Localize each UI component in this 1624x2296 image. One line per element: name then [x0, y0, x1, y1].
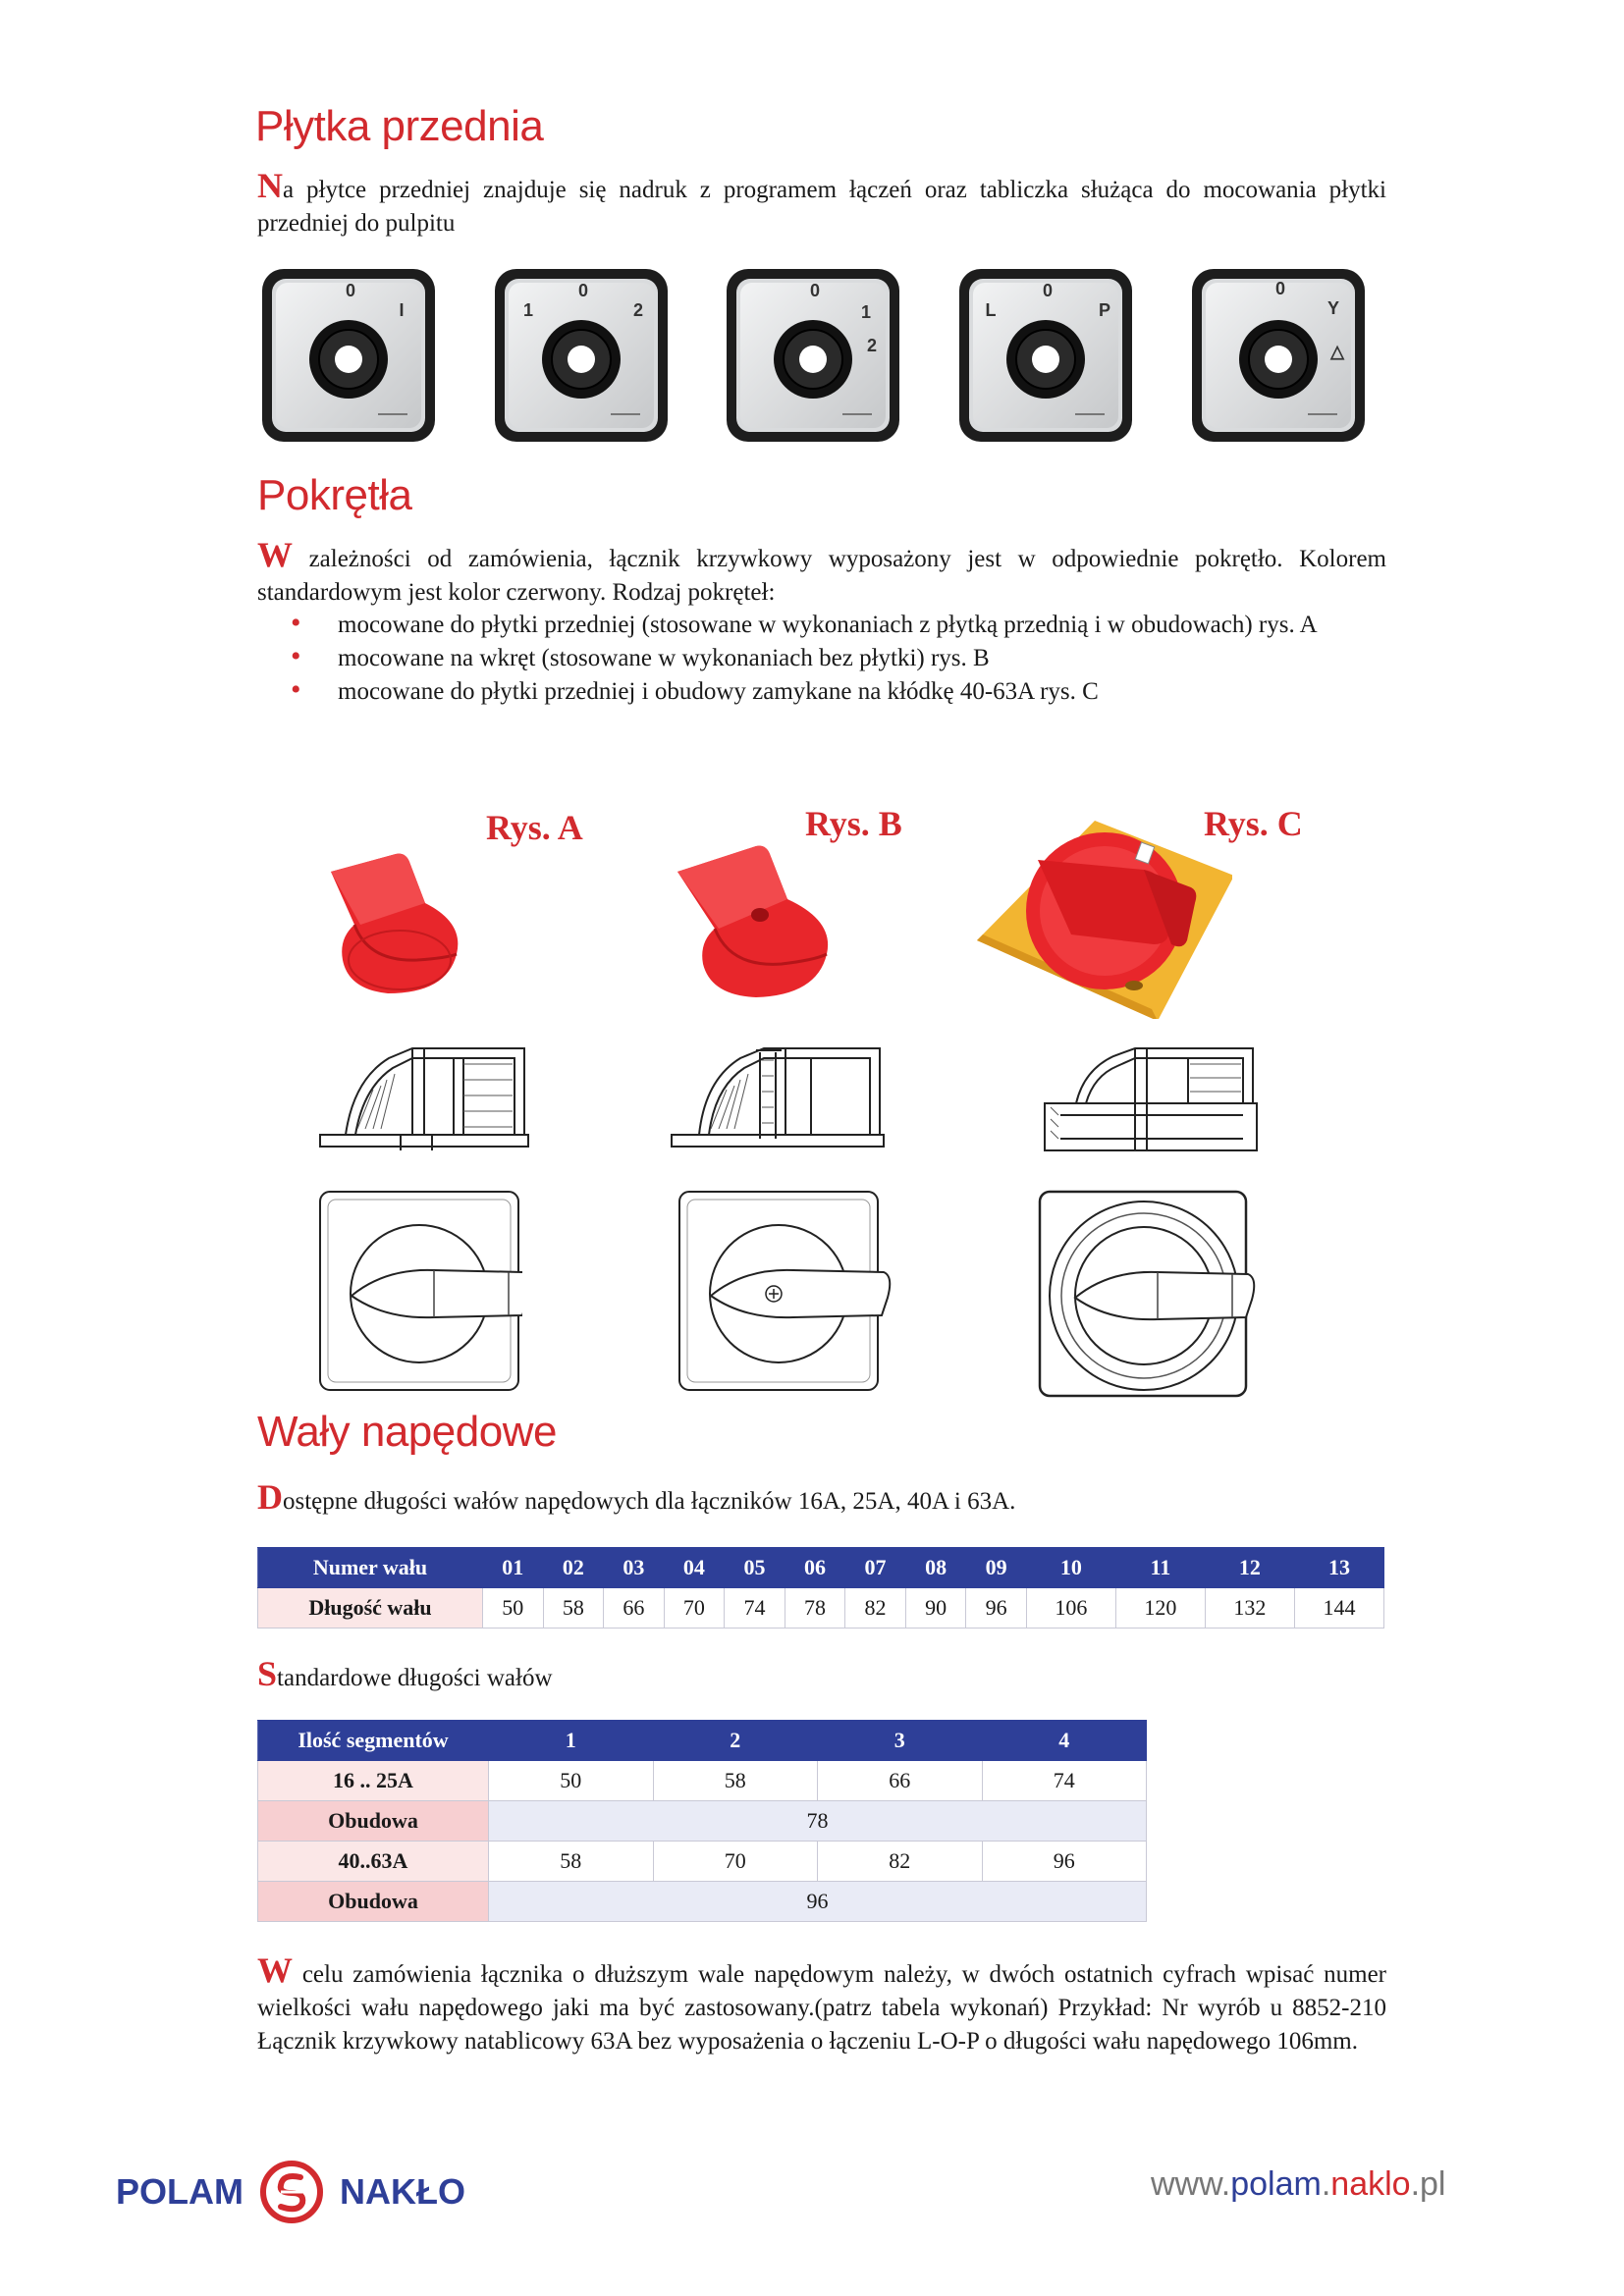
- table-header-cell: 01: [483, 1548, 544, 1588]
- table-header-cell: Ilość segmentów: [258, 1721, 489, 1761]
- table-header-cell: 08: [905, 1548, 966, 1588]
- front-plate-paragraph: [257, 166, 1386, 240]
- table-header-cell: 07: [845, 1548, 906, 1588]
- brand-left: POLAM: [116, 2171, 244, 2212]
- shaft-length-table: [257, 1547, 1384, 1629]
- table-cell: 58: [543, 1588, 604, 1629]
- table-cell: 74: [725, 1588, 785, 1629]
- table-cell: 78: [785, 1588, 845, 1629]
- table-header-cell: Numer wału: [258, 1548, 483, 1588]
- table-row-label: Obudowa: [258, 1801, 489, 1842]
- list-item: • mocowane do płytki przedniej (stosowane w wykonaniach z płytką przednią i w obudowach) rys. A: [291, 607, 1318, 639]
- front-plate: [957, 267, 1134, 444]
- table-cell: 58: [489, 1842, 654, 1882]
- knob-c-photo: [977, 813, 1232, 1019]
- table-row-label: Długość wału: [258, 1588, 483, 1629]
- table-cell: 78: [489, 1801, 1147, 1842]
- table-header-cell: 05: [725, 1548, 785, 1588]
- figure-label-b: Rys. B: [805, 804, 902, 843]
- plate-label: 0: [1042, 281, 1054, 300]
- table-row: [258, 1882, 1147, 1922]
- table-cell: 74: [982, 1761, 1147, 1801]
- order-paragraph: W celu zamówienia łącznika o dłuższym wale napędowym należy, w dwóch ostatnich cyfrach wpisać numer wielkości wału napędowego jaki ma być zastosowany.(patrz tabela wykonań) Przykład: Nr wyrób u 8852-210 Łącznik krzywkowy natablicowy 63A bez wyposażenia o łączeniu L-O-P o długości wału napędowego 106mm.: [257, 1950, 1386, 2055]
- table-cell: 70: [653, 1842, 818, 1882]
- drop-cap: W: [257, 1950, 293, 1990]
- table-header-cell: 06: [785, 1548, 845, 1588]
- plate-label: P: [1098, 300, 1111, 320]
- knob-b-front-drawing: [676, 1188, 893, 1394]
- table-header-cell: 12: [1205, 1548, 1294, 1588]
- knob-a-photo: [309, 844, 476, 1006]
- shafts-text: ostępne długości wałów napędowych dla łączników 16A, 25A, 40A i 63A.: [283, 1488, 1016, 1515]
- table-row-label: 16 .. 25A: [258, 1761, 489, 1801]
- drop-cap: W: [257, 535, 293, 574]
- table-header-cell: 11: [1115, 1548, 1205, 1588]
- table-cell: 96: [489, 1882, 1147, 1922]
- table-cell: 90: [905, 1588, 966, 1629]
- table-cell: 58: [653, 1761, 818, 1801]
- list-item: • mocowane do płytki przedniej i obudowy zamykane na kłódkę 40-63A rys. C: [291, 673, 1099, 706]
- drop-cap: D: [257, 1477, 283, 1517]
- knobs-text: zależności od zamówienia, łącznik krzywkowy wyposażony jest w odpowiednie pokrętło. Kolorem standardowym jest kolor czerwony. Rodzaj pokręteł:: [257, 546, 1386, 606]
- plate-label: 2: [632, 300, 644, 320]
- section-title-front-plate: Płytka przednia: [255, 102, 544, 150]
- table-cell: 82: [818, 1842, 983, 1882]
- table-header-cell: 1: [489, 1721, 654, 1761]
- knob-c-section-drawing: [1041, 1041, 1262, 1153]
- front-plate: [493, 267, 670, 444]
- table-cell: 96: [966, 1588, 1027, 1629]
- table-header-cell: 02: [543, 1548, 604, 1588]
- list-item: • mocowane na wkręt (stosowane w wykonaniach bez płytki) rys. B: [291, 640, 990, 672]
- plate-label: 1: [860, 302, 872, 322]
- bullet-icon: •: [291, 607, 301, 639]
- table-cell: 144: [1294, 1588, 1383, 1629]
- shafts-paragraph: [257, 1477, 1386, 1519]
- table-row-label: 40..63A: [258, 1842, 489, 1882]
- table-header-cell: 04: [664, 1548, 725, 1588]
- plate-label: 2: [866, 336, 878, 355]
- drop-cap: N: [257, 166, 283, 205]
- table-row: [258, 1588, 1384, 1629]
- knob-b-photo: [668, 844, 854, 1021]
- table-cell: 120: [1115, 1588, 1205, 1629]
- polam-logo-icon: [259, 2160, 324, 2224]
- plate-label: L: [985, 300, 997, 320]
- table-header-cell: 09: [966, 1548, 1027, 1588]
- table-cell: 106: [1026, 1588, 1115, 1629]
- website-link[interactable]: www.polam.naklo.pl: [1151, 2165, 1446, 2203]
- standard-lengths-heading: Standardowe długości wałów: [257, 1654, 553, 1693]
- standard-lengths-table: [257, 1720, 1147, 1922]
- table-cell: 66: [818, 1761, 983, 1801]
- section-title-shafts: Wały napędowe: [257, 1408, 557, 1456]
- table-header-cell: 4: [982, 1721, 1147, 1761]
- footer-logo[interactable]: [116, 2160, 465, 2224]
- brand-right: NAKŁO: [340, 2171, 465, 2212]
- knob-a-front-drawing: [316, 1188, 522, 1394]
- figure-label-a: Rys. A: [486, 808, 583, 847]
- table-header-cell: 3: [818, 1721, 983, 1761]
- table-header-cell: 03: [604, 1548, 665, 1588]
- front-plate: [725, 267, 901, 444]
- plate-label: I: [399, 300, 405, 320]
- table-cell: 70: [664, 1588, 725, 1629]
- knob-b-section-drawing: [668, 1041, 889, 1153]
- bullet-icon: •: [291, 640, 301, 672]
- plate-label: Y: [1326, 298, 1340, 318]
- knob-a-section-drawing: [316, 1041, 532, 1153]
- table-row: [258, 1548, 1384, 1588]
- table-cell: 82: [845, 1588, 906, 1629]
- plate-label: 1: [522, 300, 534, 320]
- section-title-knobs: Pokrętła: [257, 471, 412, 519]
- plate-label: 0: [1274, 279, 1286, 298]
- table-row: [258, 1801, 1147, 1842]
- front-plate: [260, 267, 437, 444]
- drop-cap: S: [257, 1654, 278, 1693]
- table-cell: 50: [483, 1588, 544, 1629]
- plate-label: 0: [345, 281, 356, 300]
- table-cell: 132: [1205, 1588, 1294, 1629]
- knobs-paragraph: [257, 535, 1386, 610]
- table-cell: 50: [489, 1761, 654, 1801]
- bullet-icon: •: [291, 673, 301, 706]
- table-row: [258, 1842, 1147, 1882]
- knob-types-list: [291, 607, 1386, 709]
- front-plate-text: a płytce przedniej znajduje się nadruk z programem łączeń oraz tabliczka służąca do mocowania płytki przedniej do pulpitu: [257, 177, 1386, 237]
- figure-label-c: Rys. C: [1204, 804, 1303, 843]
- table-cell: 66: [604, 1588, 665, 1629]
- plate-label: 0: [577, 281, 589, 300]
- table-header-cell: 10: [1026, 1548, 1115, 1588]
- plate-label: △: [1330, 342, 1344, 361]
- table-cell: 96: [982, 1842, 1147, 1882]
- table-row: [258, 1721, 1147, 1761]
- table-row: [258, 1761, 1147, 1801]
- front-plate: [1190, 267, 1367, 444]
- table-row-label: Obudowa: [258, 1882, 489, 1922]
- table-header-cell: 2: [653, 1721, 818, 1761]
- knob-c-front-drawing: [1036, 1188, 1257, 1399]
- plate-label: 0: [809, 281, 821, 300]
- table-header-cell: 13: [1294, 1548, 1383, 1588]
